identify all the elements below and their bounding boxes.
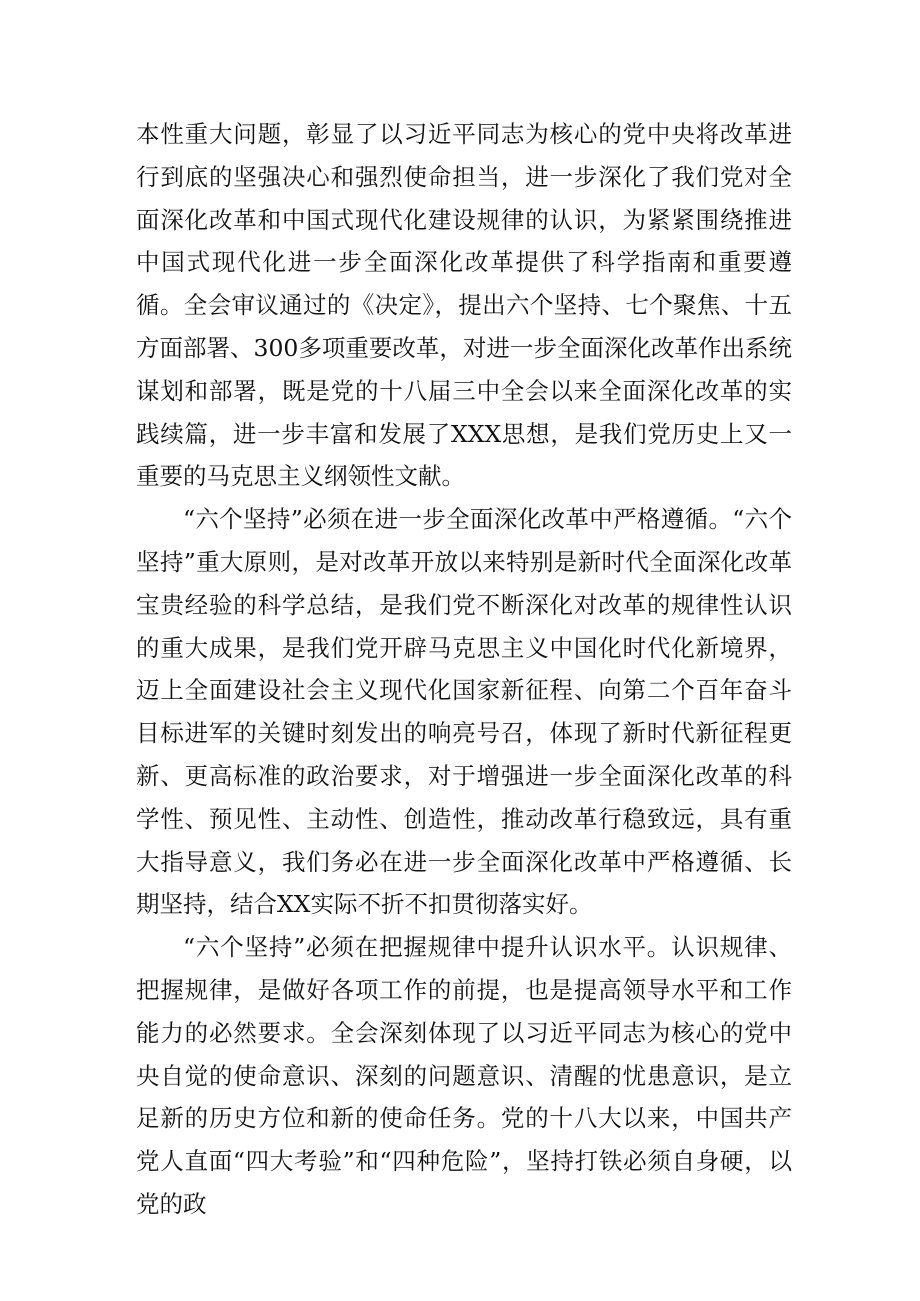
paragraph-2: “六个坚持”必须在进一步全面深化改革中严格遵循。“六个坚持”重大原则，是对改革开放以来特别是新时代全面深化改革宝贵经验的科学总结，是我们党不断深化对改革的规律性认识的重大成果，是我们党开辟马克思主义中国化时代化新境界，迈上全面建设社会主义现代化国家新征程、向第二个百年奋斗目标进军的关键时刻发出的响亮号召，体现了新时代新征程更新、更高标准的政治要求，对于增强进一步全面深化改革的科学性、预见性、主动性、创造性，推动改革行稳致远，具有重大指导意义，我们务必在进一步全面深化改革中严格遵循、长期坚持，结合XX实际不折不扣贯彻落实好。 [136,505,792,919]
paragraph-1: 本性重大问题，彰显了以习近平同志为核心的党中央将改革进行到底的坚强决心和强烈使命担当，进一步深化了我们党对全面深化改革和中国式现代化建设规律的认识，为紧紧围绕推进中国式现代化进一步全面深化改革提供了科学指南和重要遵循。全会审议通过的《决定》，提出六个坚持、七个聚焦、十五方面部署、300多项重要改革，对进一步全面深化改革作出系统谋划和部署，既是党的十八届三中全会以来全面深化改革的实践续篇，进一步丰富和发展了XXX思想，是我们党历史上又一重要的马克思主义纲领性文献。 [136,120,792,491]
document-body [136,113,792,1226]
paragraph-3: “六个坚持”必须在把握规律中提升认识水平。认识规律、把握规律，是做好各项工作的前提，也是提高领导水平和工作能力的必然要求。全会深刻体现了以习近平同志为核心的党中央自觉的使命意识、深刻的问题意识、清醒的忧患意识，是立足新的历史方位和新的使命任务。党的十八大以来，中国共产党人直面“四大考验”和“四种危险”，坚持打铁必须自身硬，以党的政 [136,933,792,1218]
